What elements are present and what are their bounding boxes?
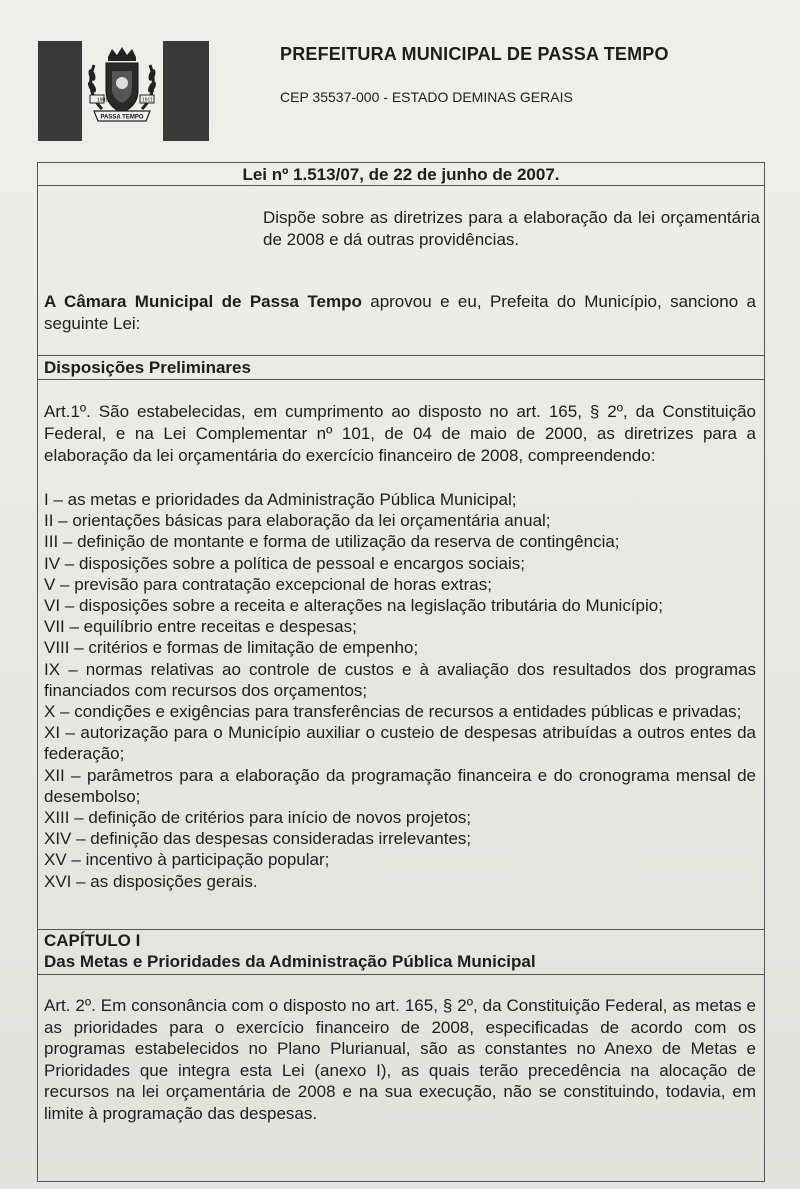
enactment-clause-text: aprovou e eu, Prefeita do Município, sanciono a seguinte Lei: (44, 292, 756, 333)
header-left-bar (38, 41, 82, 141)
list-item: XII – parâmetros para a elaboração da programação financeira e do cronograma mensal de desembolso; (44, 765, 756, 806)
list-item: XV – incentivo à participação popular; (44, 850, 330, 870)
section-title-preliminares: Disposições Preliminares (44, 358, 251, 377)
crest-left-year: 1901 (97, 97, 109, 104)
list-item: IV – disposições sobre a política de pessoal e encargos sociais; (44, 553, 525, 573)
header-right-bar (163, 41, 209, 141)
chapter-label: CAPÍTULO I (44, 931, 141, 950)
org-name: PREFEITURA MUNICIPAL DE PASSA TEMPO (280, 44, 669, 64)
list-item: VII – equilíbrio entre receitas e despesas; (44, 617, 357, 637)
list-item: VI – disposições sobre a receita e alterações na legislação tributária do Município; (44, 596, 663, 616)
crest-ribbon-text: PASSA TEMPO (100, 114, 144, 121)
org-address: CEP 35537-000 - ESTADO DEMINAS GERAIS (280, 89, 573, 105)
article-2-text: Art. 2º. Em consonância com o disposto no art. 165, § 2º, da Constituição Federal, as metas e as prioridades para o exercício financeiro de 2008, especificadas de acordo com os programas estabelecidos no Plano Plurianual, são as constantes no Anexo de Metas e Prioridades que integra esta Lei (anexo I), as quais terão precedência na alocação de recursos na lei orçamentária de 2008 e na sua execução, não se constituindo, todavia, em limite à programação das despesas. (44, 996, 756, 1123)
enactment-clause-bold: A Câmara Municipal de Passa Tempo (44, 292, 362, 311)
law-ementa: Dispõe sobre as diretrizes para a elaboração da lei orçamentária de 2008 e dá outras providências. (263, 208, 760, 249)
list-item: III – definição de montante e forma de utilização da reserva de contingência; (44, 532, 620, 552)
municipal-coat-of-arms-icon (86, 45, 158, 125)
article-1-text: Art.1º. São estabelecidas, em cumprimento ao disposto no art. 165, § 2º, da Constituição Federal, e na Lei Complementar nº 101, de 04 de maio de 2000, as diretrizes para a elaboração da lei orçamentária do exercício financeiro de 2008, compreendendo: (44, 402, 756, 465)
list-item: VIII – critérios e formas de limitação de empenho; (44, 638, 419, 658)
crest-right-year: 1911 (142, 97, 153, 104)
list-item: II – orientações básicas para elaboração da lei orçamentária anual; (44, 511, 551, 531)
enactment-clause (44, 291, 756, 335)
divider (38, 974, 764, 975)
divider (38, 379, 764, 380)
chapter-title: Das Metas e Prioridades da Administração Pública Municipal (44, 952, 536, 971)
list-item: I – as metas e prioridades da Administração Pública Municipal; (44, 490, 517, 509)
list-item: XVI – as disposições gerais. (44, 871, 258, 891)
article-1-items (44, 489, 756, 892)
law-frame (37, 162, 765, 1182)
list-item: IX – normas relativas ao controle de custos e à avaliação dos resultados dos programas financiados com recursos dos orçamentos; (44, 659, 756, 700)
list-item: XIII – definição de critérios para início de novos projetos; (44, 808, 472, 828)
list-item: XIV – definição das despesas consideradas irrelevantes; (44, 829, 472, 849)
divider (38, 185, 764, 186)
law-title: Lei nº 1.513/07, de 22 de junho de 2007. (242, 165, 560, 184)
list-item: XI – autorização para o Município auxiliar o custeio de despesas atribuídas a outros entes da federação; (44, 723, 756, 764)
list-item: V – previsão para contratação excepcional de horas extras; (44, 574, 492, 594)
divider (38, 929, 764, 930)
divider (38, 355, 764, 356)
list-item: X – condições e exigências para transferências de recursos a entidades públicas e privadas; (44, 702, 742, 722)
